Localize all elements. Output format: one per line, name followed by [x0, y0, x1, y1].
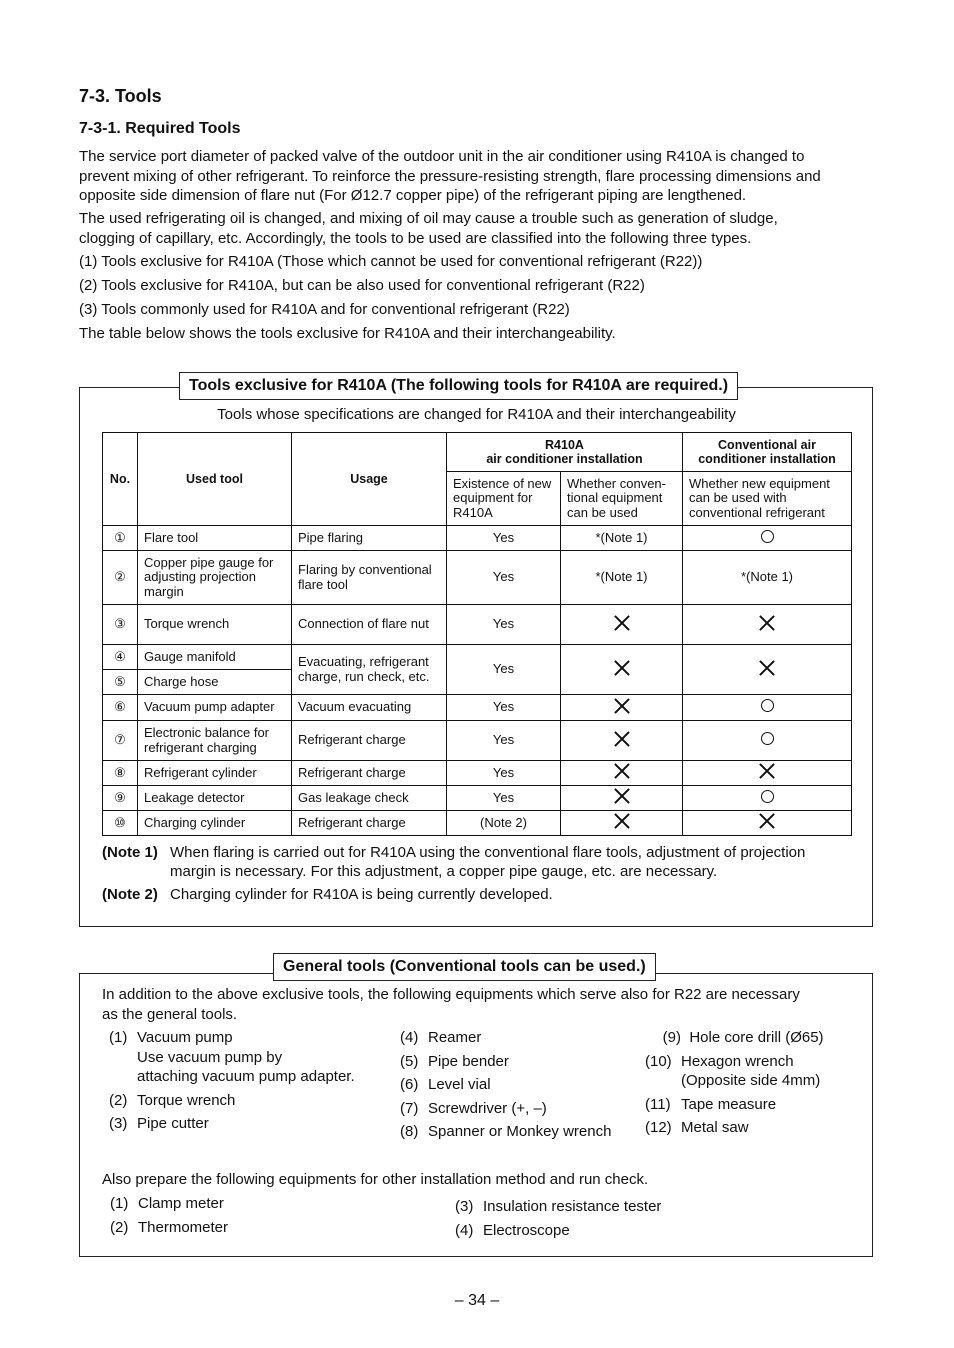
note-1 — [102, 843, 805, 881]
list-item: (11) Tape measure — [645, 1095, 777, 1113]
circle-mark-icon — [761, 732, 774, 745]
intro-paragraph-2 — [79, 209, 879, 248]
row-tool: Copper pipe gauge for adjusting projection margin — [138, 551, 292, 605]
row-conv — [561, 695, 683, 721]
row-existence: Yes — [447, 645, 561, 695]
row-no: ⑦ — [103, 721, 138, 761]
intro-p2-line: clogging of capillary, etc. Accordingly, the tools to be used are classified into the following three types. — [79, 229, 752, 247]
list-item: (2) Thermometer — [110, 1218, 229, 1236]
table-row — [103, 695, 852, 721]
note-2-text: Charging cylinder for R410A is being currently developed. — [170, 886, 553, 903]
row-tool: Charge hose — [138, 670, 292, 695]
cross-mark-icon — [614, 698, 630, 714]
also-col-1 — [110, 1194, 228, 1237]
row-existence: Yes — [447, 786, 561, 811]
list-item: (9) Hole core drill (Ø65) — [662, 1029, 824, 1046]
row-no: ③ — [103, 605, 138, 645]
header-no: No. — [103, 433, 138, 526]
also-prepare-text: Also prepare the following equipments for other installation method and run check. — [102, 1171, 649, 1188]
row-newconv — [683, 695, 852, 721]
type-3: (3) Tools commonly used for R410A and for conventional refrigerant (R22) — [79, 301, 570, 318]
cross-mark-icon — [759, 660, 775, 676]
row-conv — [561, 786, 683, 811]
row-newconv: *(Note 1) — [683, 551, 852, 605]
cross-mark-icon — [759, 763, 775, 779]
row-newconv — [683, 526, 852, 551]
row-existence: Yes — [447, 551, 561, 605]
cross-mark-icon — [759, 615, 775, 631]
row-usage: Evacuating, refrigerant charge, run check, etc. — [292, 645, 447, 695]
list-item: (1) Vacuum pump — [109, 1029, 233, 1046]
note-1-line2: margin is necessary. For this adjustment, a copper pipe gauge, etc. are necessary. — [170, 863, 718, 880]
subsection-title: 7-3-1. Required Tools — [79, 120, 241, 137]
list-item: (10) Hexagon wrench — [645, 1052, 794, 1070]
circle-mark-icon — [761, 530, 774, 543]
row-tool: Vacuum pump adapter — [138, 695, 292, 721]
row-no: ⑧ — [103, 761, 138, 786]
list-item: (1) Clamp meter — [110, 1195, 224, 1212]
cross-mark-icon — [614, 813, 630, 829]
row-usage: Connection of flare nut — [292, 605, 447, 645]
table-row — [103, 551, 852, 605]
general-col-3 — [645, 1028, 824, 1138]
list-item: (8) Spanner or Monkey wrench — [400, 1123, 612, 1140]
row-no: ② — [103, 551, 138, 605]
row-conv — [561, 761, 683, 786]
general-intro — [102, 985, 800, 1025]
list-item: (4) Electroscope — [455, 1221, 570, 1239]
cross-mark-icon — [614, 615, 630, 631]
row-tool: Torque wrench — [138, 605, 292, 645]
row-conv — [561, 721, 683, 761]
header-existence: Existence of new equipment for R410A — [447, 472, 561, 526]
row-usage: Flaring by conventional flare tool — [292, 551, 447, 605]
general-intro-line: as the general tools. — [102, 1006, 238, 1023]
section-title: 7-3. Tools — [79, 86, 162, 106]
intro-p1-line: opposite side dimension of flare nut (For Ø12.7 copper pipe) of the refrigerant piping are lengthened. — [79, 187, 747, 204]
row-existence: Yes — [447, 526, 561, 551]
cross-mark-icon — [614, 788, 630, 804]
header-usage: Usage — [292, 433, 447, 526]
list-item: (6) Level vial — [400, 1076, 491, 1093]
note-2-label: (Note 2) — [102, 886, 158, 903]
list-item: (12) Metal saw — [645, 1119, 749, 1136]
row-newconv — [683, 761, 852, 786]
row-no: ① — [103, 526, 138, 551]
row-usage: Refrigerant charge — [292, 761, 447, 786]
row-conv — [561, 811, 683, 836]
list-item: (5) Pipe bender — [400, 1052, 509, 1070]
row-tool: Gauge manifold — [138, 645, 292, 670]
row-usage: Gas leakage check — [292, 786, 447, 811]
intro-p1-line: The service port diameter of packed valve of the outdoor unit in the air conditioner using R410A is changed to — [79, 148, 805, 165]
table-row — [103, 645, 852, 670]
header-conv-line2: conditioner installation — [698, 452, 836, 466]
cross-mark-icon — [614, 731, 630, 747]
row-tool: Charging cylinder — [138, 811, 292, 836]
row-newconv — [683, 786, 852, 811]
header-r410a-line1: R410A — [545, 437, 584, 452]
list-item: (2) Torque wrench — [109, 1091, 236, 1109]
type-1: (1) Tools exclusive for R410A (Those which cannot be used for conventional refrigerant (R22)) — [79, 253, 703, 270]
list-item: attaching vacuum pump adapter. — [137, 1068, 355, 1085]
exclusive-tools-title: Tools exclusive for R410A (The following tools for R410A are required.) — [179, 372, 738, 400]
table-intro: The table below shows the tools exclusive for R410A and their interchangeability. — [79, 325, 616, 342]
row-newconv — [683, 721, 852, 761]
also-col-2 — [455, 1197, 661, 1240]
intro-p1-line: prevent mixing of other refrigerant. To reinforce the pressure-resisting strength, flare processing dimensions and — [79, 167, 821, 185]
row-tool: Refrigerant cylinder — [138, 761, 292, 786]
header-used-tool: Used tool — [138, 433, 292, 526]
row-usage: Vacuum evacuating — [292, 695, 447, 721]
row-no: ⑨ — [103, 786, 138, 811]
row-tool: Flare tool — [138, 526, 292, 551]
table-row — [103, 761, 852, 786]
circle-mark-icon — [761, 790, 774, 803]
note-1-line1: When flaring is carried out for R410A using the conventional flare tools, adjustment of projection — [170, 844, 806, 861]
row-existence: Yes — [447, 695, 561, 721]
page-number: – 34 – — [454, 1292, 500, 1309]
table-row — [103, 721, 852, 761]
row-usage: Refrigerant charge — [292, 721, 447, 761]
general-tools-title: General tools (Conventional tools can be used.) — [273, 953, 656, 981]
header-conventional — [683, 433, 852, 472]
list-item: (4) Reamer — [400, 1029, 482, 1046]
row-existence: (Note 2) — [447, 811, 561, 836]
row-conv — [561, 645, 683, 695]
intro-paragraph-1 — [79, 147, 879, 206]
cross-mark-icon — [759, 813, 775, 829]
row-no: ⑥ — [103, 695, 138, 721]
list-item: (3) Insulation resistance tester — [455, 1198, 662, 1215]
row-newconv — [683, 605, 852, 645]
row-no: ⑤ — [103, 670, 138, 695]
row-no: ⑩ — [103, 811, 138, 836]
table-row — [103, 605, 852, 645]
header-r410a-line2: air conditioner installation — [486, 452, 643, 466]
general-col-1 — [109, 1028, 355, 1134]
header-whether-conventional: Whether conven-tional equipment can be used — [561, 472, 683, 526]
row-existence: Yes — [447, 721, 561, 761]
cross-mark-icon — [614, 660, 630, 676]
general-intro-line: In addition to the above exclusive tools, the following equipments which serve also for R22 are necessary — [102, 986, 800, 1003]
note-1-label: (Note 1) — [102, 844, 158, 861]
table-row — [103, 526, 852, 551]
row-usage: Refrigerant charge — [292, 811, 447, 836]
row-no: ④ — [103, 645, 138, 670]
list-item: (3) Pipe cutter — [109, 1115, 209, 1132]
row-conv: *(Note 1) — [561, 551, 683, 605]
general-col-2 — [400, 1028, 611, 1142]
list-item: (7) Screwdriver (+, –) — [400, 1099, 547, 1117]
row-conv — [561, 605, 683, 645]
note-2 — [102, 885, 553, 904]
circle-mark-icon — [761, 699, 774, 712]
header-r410a — [447, 433, 683, 472]
table-row — [103, 811, 852, 836]
type-2: (2) Tools exclusive for R410A, but can be also used for conventional refrigerant (R22) — [79, 277, 645, 294]
list-item: Use vacuum pump by — [137, 1048, 283, 1066]
row-existence: Yes — [447, 605, 561, 645]
header-whether-new: Whether new equipment can be used with conventional refrigerant — [683, 472, 852, 526]
row-tool: Electronic balance for refrigerant charging — [138, 721, 292, 761]
row-tool: Leakage detector — [138, 786, 292, 811]
header-conv-line1: Conventional air — [718, 437, 816, 452]
table-row — [103, 786, 852, 811]
intro-p2-line: The used refrigerating oil is changed, and mixing of oil may cause a trouble such as generation of sludge, — [79, 210, 778, 227]
interchangeability-table — [102, 432, 852, 836]
row-existence: Yes — [447, 761, 561, 786]
list-item: (Opposite side 4mm) — [681, 1072, 821, 1089]
row-conv: *(Note 1) — [561, 526, 683, 551]
row-usage: Pipe flaring — [292, 526, 447, 551]
cross-mark-icon — [614, 763, 630, 779]
row-newconv — [683, 811, 852, 836]
row-newconv — [683, 645, 852, 695]
exclusive-tools-subtitle: Tools whose specifications are changed for R410A and their interchangeability — [217, 406, 736, 423]
